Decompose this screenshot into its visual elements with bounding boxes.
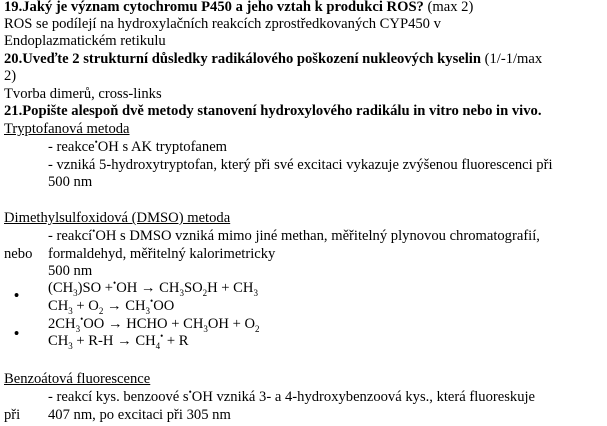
side-word-pri: při <box>4 407 21 423</box>
radical-dot: • <box>188 387 192 398</box>
question-19-text: Jaký je význam cytochromu P450 a jeho vztah k produkci ROS? <box>22 0 424 15</box>
question-20-number: 20. <box>4 51 23 67</box>
equation-3: $2CH_3^•OO$ → HCHO + $CH_3OH + O_2$ <box>48 314 260 334</box>
method-3-item-1-line-2: 407 nm, po excitaci při 305 nm <box>48 407 231 423</box>
method-1-item-1: - reakce•OH s AK tryptofanem <box>48 137 228 155</box>
method-3-title: Benzoátová fluorescence <box>4 371 151 387</box>
radical-dot: • <box>92 226 96 237</box>
question-20 <box>4 51 542 68</box>
answer-20: Tvorba dimerů, cross-links <box>4 86 162 102</box>
bullet-dot: • <box>14 288 20 304</box>
method-2-title: Dimethylsulfoxidová (DMSO) metoda <box>4 210 231 226</box>
equation-4: $CH_3 + R-H \to CH_4^• + R$ <box>48 331 189 351</box>
method-2-item-1-line-3: 500 nm <box>48 263 93 279</box>
method-3-item-1: - reakcí kys. benzoové s•OH vzniká 3- a 4-hydroxybenzoová kys., která fluoreskuje <box>48 387 536 405</box>
question-19-points: (max 2) <box>423 0 474 15</box>
question-20-text: Uveďte 2 strukturní důsledky radikálového poškození nukleových kyselin <box>22 51 481 67</box>
question-21 <box>4 103 541 120</box>
side-word-nebo: nebo <box>4 246 33 262</box>
bullet-dot: • <box>14 326 20 342</box>
question-19-number: 19. <box>4 0 23 15</box>
answer-19-line-2: Endoplazmatickém retikulu <box>4 33 166 49</box>
question-21-text: Popište alespoň dvě metody stanovení hydroxylového radikálu in vitro nebo in vivo. <box>22 103 542 119</box>
method-1-item-2-line-2: 500 nm <box>48 174 93 190</box>
method-2-item-1-line-1: - reakcí•OH s DMSO vzniká mimo jiné methan, měřitelný plynovou chromatografií, <box>48 226 540 244</box>
method-1-title: Tryptofanová metoda <box>4 121 130 137</box>
method-2-item-1-line-2: formaldehyd, měřitelný kalorimetricky <box>48 246 276 262</box>
question-20-points: (1/-1/max <box>480 51 543 67</box>
answer-19-line-1: ROS se podílejí na hydroxylačních reakcích zprostředkovaných CYP450 v <box>4 16 441 32</box>
question-21-number: 21. <box>4 103 23 119</box>
radical-dot: • <box>94 137 98 148</box>
method-1-item-2-line-1: - vzniká 5-hydroxytryptofan, který při své excitaci vykazuje zvýšenou fluorescenci při <box>48 157 553 173</box>
equation-2: $CH_3 + O_2 \to CH_3^•OO$ <box>48 296 175 316</box>
equation-1: $(CH_3)SO +^•OH \to CH_3SO_2H + CH_3$ <box>48 278 258 298</box>
question-19 <box>4 0 473 16</box>
question-20-points-cont: 2) <box>4 68 17 84</box>
